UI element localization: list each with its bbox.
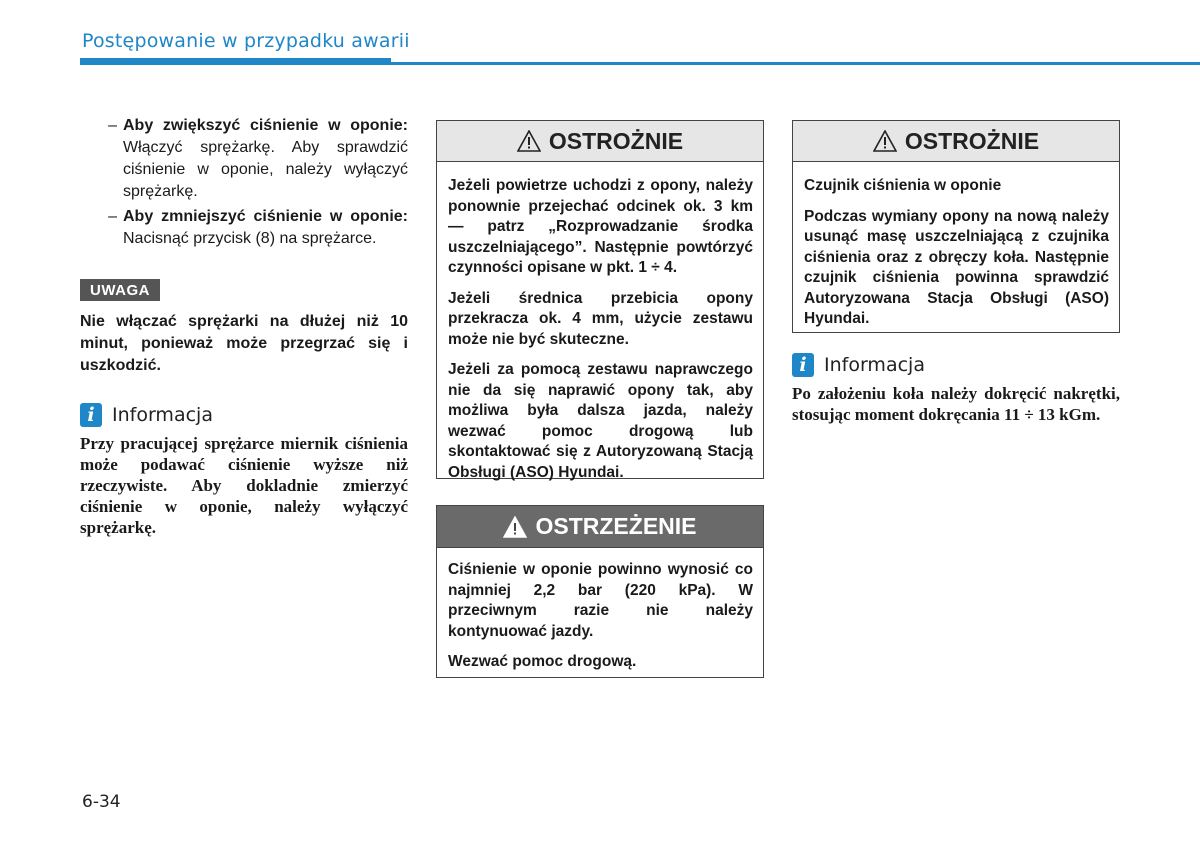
- info-heading: [792, 353, 1120, 377]
- warning-header: [437, 506, 763, 548]
- bullet-item: [80, 115, 408, 203]
- uwaga-badge: UWAGA: [80, 279, 160, 301]
- caution-paragraph: Jeżeli średnica przebicia opony przekracza ok. 4 mm, użycie zestawu może nie być skuteczne.: [448, 289, 753, 348]
- warning-paragraph: Ciśnienie w oponie powinno wynosić co najmniej 2,2 bar (220 kPa). W przeciwnym razie nie należy kontynuować jazdy.: [448, 561, 753, 640]
- warning-box: [436, 505, 764, 678]
- caution-paragraph: Jeżeli za pomocą zestawu naprawczego nie da się naprawić opony tak, aby możliwa była dalsza jazda, należy wezwać pomoc drogową lub skontaktować się z Autoryzowaną Stacją Obsługi (ASO) Hyundai.: [448, 361, 753, 481]
- caution-title: OSTROŻNIE: [904, 127, 1040, 154]
- caution-header: [793, 121, 1119, 162]
- caution-box: [436, 120, 764, 479]
- caution-paragraph: Jeżeli powietrze uchodzi z opony, należy ponownie przejechać odcinek ok. 3 km — patrz „Rozprowadzanie środka uszczelniającego”. Następnie powtórzyć czynności opisane w pkt. 1 ÷ 4.: [448, 177, 753, 276]
- bullet-lead: Aby zwiększyć ciśnienie w oponie:: [123, 117, 408, 134]
- info-text: Przy pracującej sprężarce miernik ciśnienia może podawać ciśnienie wyższe niż rzeczywiste. Aby dokladnie zmierzyć ciśnienie w oponie, należy wyłączyć sprężarkę.: [80, 434, 408, 537]
- warning-title: OSTRZEŻENIE: [535, 513, 697, 539]
- warning-paragraph: Wezwać pomoc drogową.: [448, 653, 637, 670]
- caution-subheading: Czujnik ciśnienia w oponie: [804, 177, 1002, 194]
- caution-body: [437, 162, 763, 483]
- bullet-dash: –: [108, 117, 117, 134]
- bullet-detail: Włączyć sprężarkę. Aby sprawdzić ciśnienie w oponie, należy wyłączyć sprężarkę.: [123, 139, 408, 200]
- info-text: Po założeniu koła należy dokręcić nakrętki, stosując moment dokręcania 11 ÷ 13 kGm.: [792, 384, 1120, 424]
- page-number: 6-34: [82, 792, 121, 812]
- info-heading: [80, 403, 408, 427]
- info-icon: i: [792, 353, 814, 377]
- caution-header: [437, 121, 763, 162]
- info-title: Informacja: [112, 404, 213, 426]
- bullet-text: [123, 206, 408, 250]
- right-info-section: [792, 353, 1120, 425]
- info-title: Informacja: [824, 354, 925, 376]
- bullet-text: [123, 115, 408, 203]
- bullet-item: [80, 206, 408, 250]
- page-section-title: Postępowanie w przypadku awarii: [82, 30, 410, 52]
- caution-body: [793, 162, 1119, 330]
- warning-triangle-icon: [517, 130, 541, 152]
- uwaga-text: Nie włączać sprężarki na dłużej niż 10 minut, ponieważ może przegrzać się i uszkodzić.: [80, 313, 408, 374]
- bullet-detail: Nacisnąć przycisk (8) na sprężarce.: [123, 230, 377, 247]
- left-column: [80, 115, 408, 538]
- caution-paragraph: Podczas wymiany opony na nową należy usunąć masę uszczelniającą z czujnika ciśnienia oraz z obręczy koła. Następnie czujnik ciśnienia powinna sprawdzić Autoryzowana Stacja Obsługi (ASO) Hyundai.: [804, 207, 1109, 327]
- warning-triangle-icon: [873, 130, 897, 152]
- sensor-caution-box: [792, 120, 1120, 333]
- warning-triangle-icon: [503, 516, 527, 538]
- bullet-lead: Aby zmniejszyć ciśnienie w oponie:: [123, 208, 408, 225]
- header-rule-accent: [80, 58, 391, 65]
- caution-title: OSTROŻNIE: [548, 127, 684, 154]
- info-icon: i: [80, 403, 102, 427]
- bullet-dash: –: [108, 208, 117, 225]
- warning-body: [437, 548, 763, 673]
